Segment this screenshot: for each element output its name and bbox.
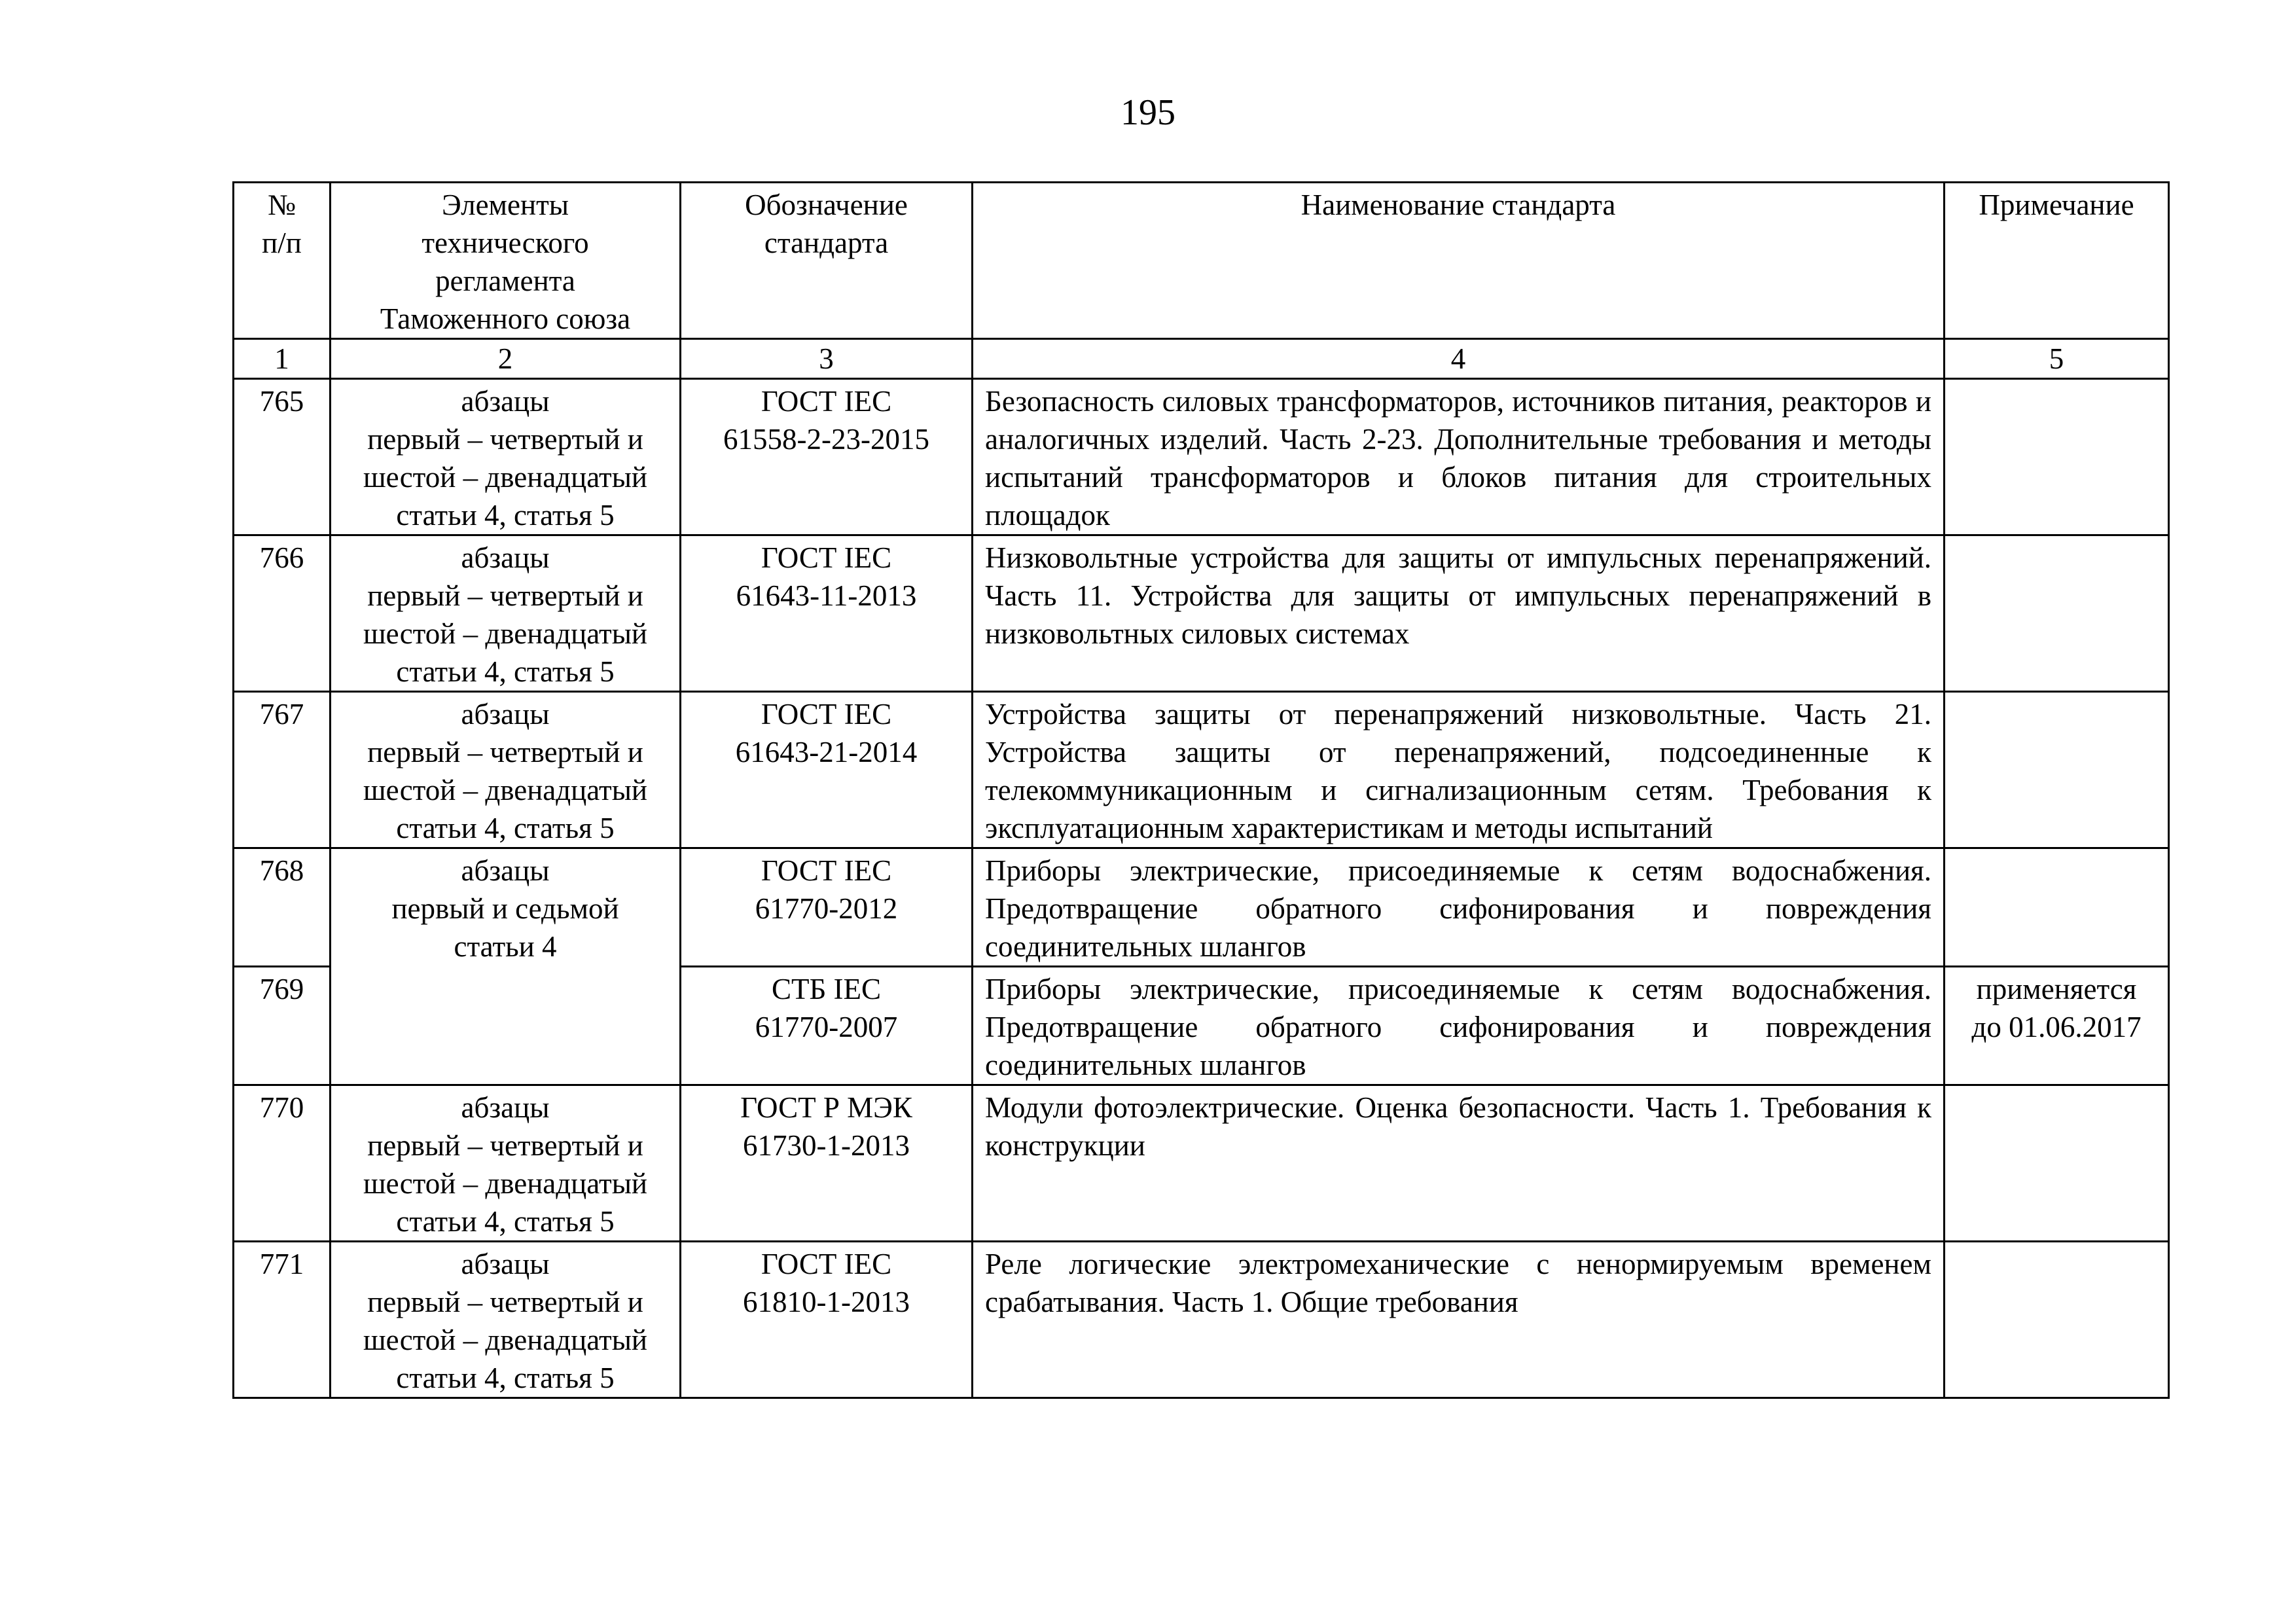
row-note: применяется до 01.06.2017 (1945, 967, 2169, 1085)
table-row (234, 1242, 2169, 1398)
row-standard-name: Модули фотоэлектрические. Оценка безопасности. Часть 1. Требования к конструкции (973, 1085, 1945, 1242)
column-number: 3 (681, 339, 973, 379)
row-designation: ГОСТ Р МЭК 61730-1-2013 (681, 1085, 973, 1242)
row-designation: ГОСТ IEC 61643-11-2013 (681, 535, 973, 692)
row-designation: ГОСТ IEC 61558-2-23-2015 (681, 379, 973, 535)
row-standard-name: Устройства защиты от перенапряжений низковольтные. Часть 21. Устройства защиты от перенапряжений, подсоединенные к телекоммуникационным и сигнализационным сетям. Требования к эксплуатационным характеристикам и методы испытаний (973, 692, 1945, 848)
row-note (1945, 379, 2169, 535)
row-standard-name: Приборы электрические, присоединяемые к сетям водоснабжения. Предотвращение обратного сифонирования и повреждения соединительных шлангов (973, 848, 1945, 967)
column-number: 2 (331, 339, 681, 379)
row-elements: абзацы первый – четвертый и шестой – двенадцатый статьи 4, статья 5 (331, 535, 681, 692)
row-elements: абзацы первый и седьмой статьи 4 (331, 848, 681, 1085)
row-elements: абзацы первый – четвертый и шестой – двенадцатый статьи 4, статья 5 (331, 692, 681, 848)
column-number-row (234, 339, 2169, 379)
row-designation: СТБ IEC 61770-2007 (681, 967, 973, 1085)
table-row (234, 848, 2169, 967)
row-number: 767 (234, 692, 331, 848)
row-designation: ГОСТ IEC 61643-21-2014 (681, 692, 973, 848)
row-note (1945, 1085, 2169, 1242)
page-number: 195 (1121, 92, 1175, 133)
row-standard-name: Безопасность силовых трансформаторов, источников питания, реакторов и аналогичных изделий. Часть 2-23. Дополнительные требования и методы испытаний трансформаторов и блоков питания для строительных площадок (973, 379, 1945, 535)
row-note (1945, 848, 2169, 967)
row-elements: абзацы первый – четвертый и шестой – двенадцатый статьи 4, статья 5 (331, 1085, 681, 1242)
header-number: № п/п (234, 183, 331, 339)
row-standard-name: Реле логические электромеханические с ненормируемым временем срабатывания. Часть 1. Общие требования (973, 1242, 1945, 1398)
header-designation: Обозначение стандарта (681, 183, 973, 339)
row-designation: ГОСТ IEC 61770-2012 (681, 848, 973, 967)
header-elements: Элементы технического регламента Таможенного союза (331, 183, 681, 339)
table-row (234, 535, 2169, 692)
row-standard-name: Низковольтные устройства для защиты от импульсных перенапряжений. Часть 11. Устройства для защиты от импульсных перенапряжений в низковольтных силовых системах (973, 535, 1945, 692)
standards-table (232, 181, 2170, 1399)
column-number: 4 (973, 339, 1945, 379)
row-number: 771 (234, 1242, 331, 1398)
row-number: 770 (234, 1085, 331, 1242)
table-row (234, 1085, 2169, 1242)
row-note (1945, 692, 2169, 848)
row-designation: ГОСТ IEC 61810-1-2013 (681, 1242, 973, 1398)
row-number: 768 (234, 848, 331, 967)
row-number: 769 (234, 967, 331, 1085)
row-standard-name: Приборы электрические, присоединяемые к сетям водоснабжения. Предотвращение обратного сифонирования и повреждения соединительных шлангов (973, 967, 1945, 1085)
header-row (234, 183, 2169, 339)
table-row (234, 692, 2169, 848)
row-elements: абзацы первый – четвертый и шестой – двенадцатый статьи 4, статья 5 (331, 379, 681, 535)
header-note: Примечание (1945, 183, 2169, 339)
column-number: 1 (234, 339, 331, 379)
table-row (234, 379, 2169, 535)
row-elements: абзацы первый – четвертый и шестой – двенадцатый статьи 4, статья 5 (331, 1242, 681, 1398)
row-note (1945, 535, 2169, 692)
row-number: 766 (234, 535, 331, 692)
row-note (1945, 1242, 2169, 1398)
column-number: 5 (1945, 339, 2169, 379)
header-standard-name: Наименование стандарта (973, 183, 1945, 339)
row-number: 765 (234, 379, 331, 535)
